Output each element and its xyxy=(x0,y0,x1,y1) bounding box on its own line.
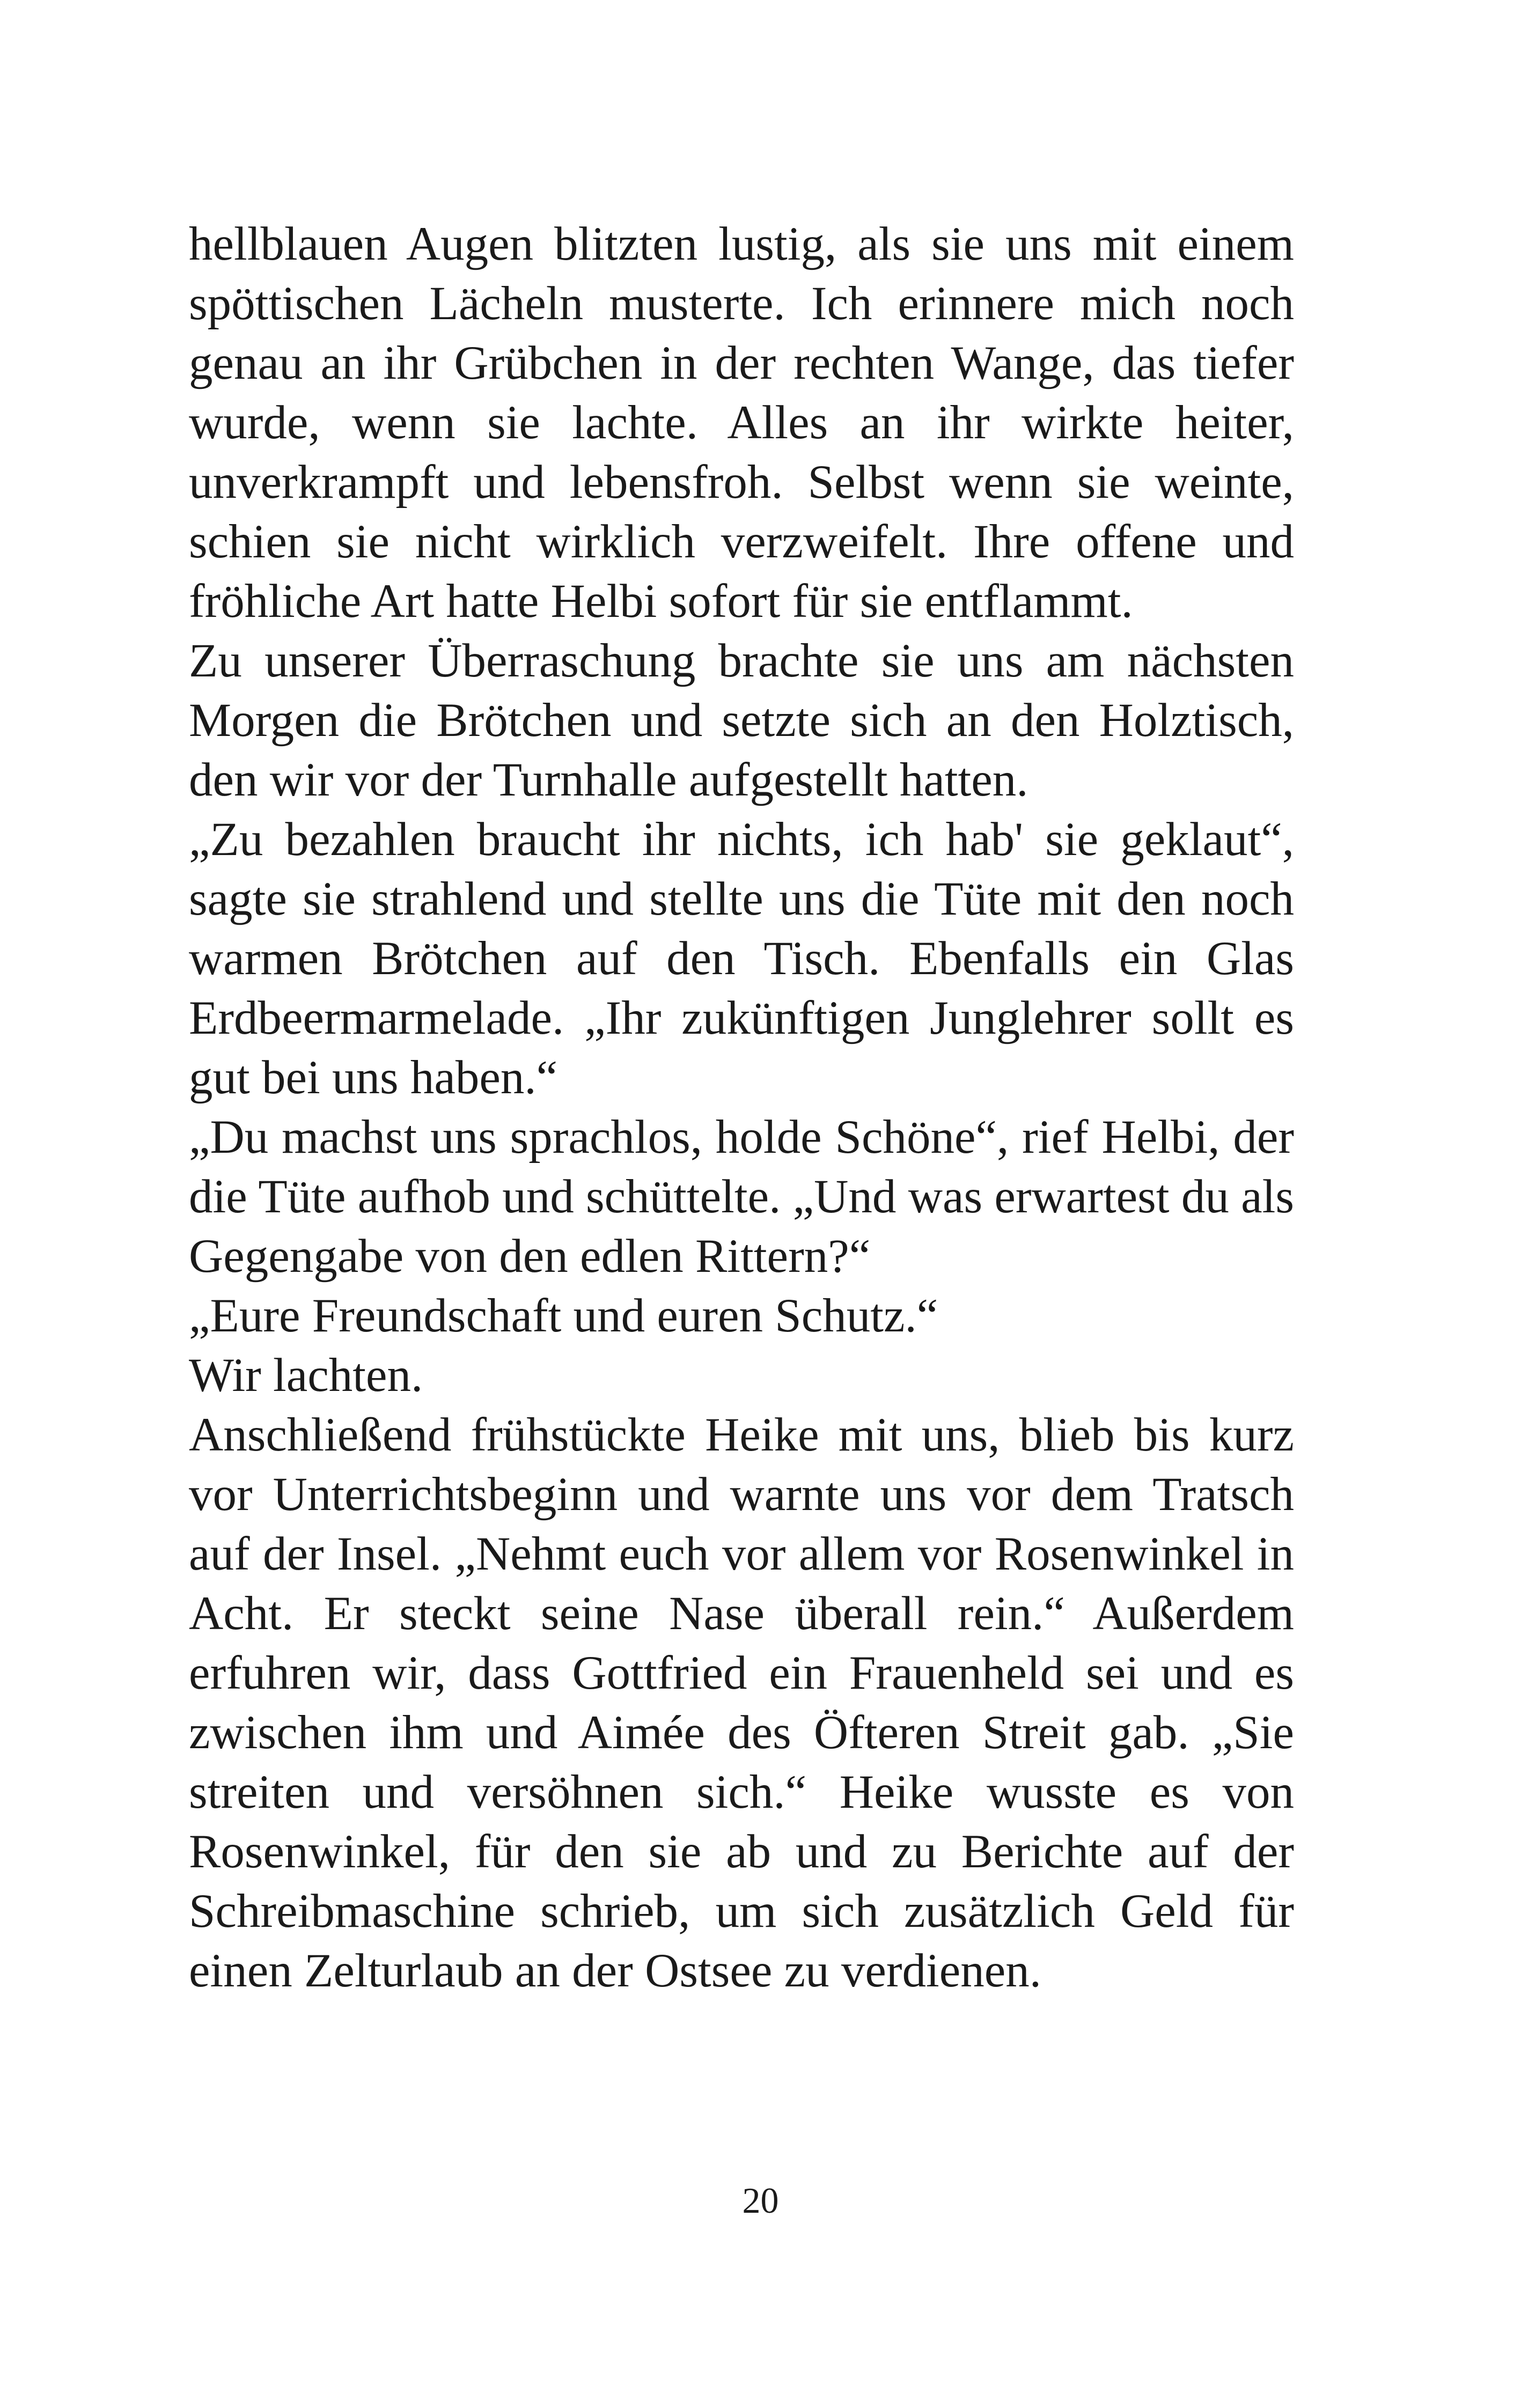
paragraph-5: „Eure Freundschaft und euren Schutz.“ xyxy=(189,1290,938,1342)
paragraph-6: Wir lachten. xyxy=(189,1349,423,1402)
paragraph-2: Zu unserer Überraschung brachte sie uns am nächsten Morgen die Brötchen und setzte sich an den Holztisch, den wir vor der Turnhalle aufgestellt hatten. xyxy=(189,635,1294,806)
paragraph-7: Anschließend frühstückte Heike mit uns, blieb bis kurz vor Unterrichtsbeginn und warnte uns vor dem Tratsch auf der Insel. „Nehmt euch vor allem vor Rosenwinkel in Acht. Er steckt seine Nase überall rein.“ Außerdem erfuhren wir, dass Gottfried ein Frauenheld sei und es zwischen ihm und Aimée des Öfteren Streit gab. „Sie streiten und versöhnen sich.“ Heike wusste es von Rosenwinkel, für den sie ab und zu Berichte auf der Schreibmaschine schrieb, um sich zusätzlich Geld für einen Zelturlaub an der Ostsee zu verdienen. xyxy=(189,1409,1294,1997)
paragraph-3: „Zu bezahlen braucht ihr nichts, ich hab' sie geklaut“, sagte sie strahlend und stellte uns die Tüte mit den noch warmen Brötchen auf den Tisch. Ebenfalls ein Glas Erdbeermarmelade. „Ihr zukünftigen Junglehrer sollt es gut bei uns haben.“ xyxy=(189,813,1294,1104)
paragraph-1: hellblauen Augen blitzten lustig, als sie uns mit einem spöttischen Lächeln musterte. Ich erinnere mich noch genau an ihr Grübchen in der rechten Wange, das tiefer wurde, wenn sie lachte. Alles an ihr wirkte heiter, unverkrampft und lebensfroh. Selbst wenn sie weinte, schien sie nicht wirklich verzweifelt. Ihre offene und fröhliche Art hatte Helbi sofort für sie entflammt. xyxy=(189,218,1294,628)
page-number: 20 xyxy=(742,2180,779,2221)
paragraph-4: „Du machst uns sprachlos, holde Schöne“, rief Helbi, der die Tüte aufhob und schüttelte. „Und was erwartest du als Gegengabe von den edlen Rittern?“ xyxy=(189,1111,1294,1283)
body-text xyxy=(189,215,1294,2001)
